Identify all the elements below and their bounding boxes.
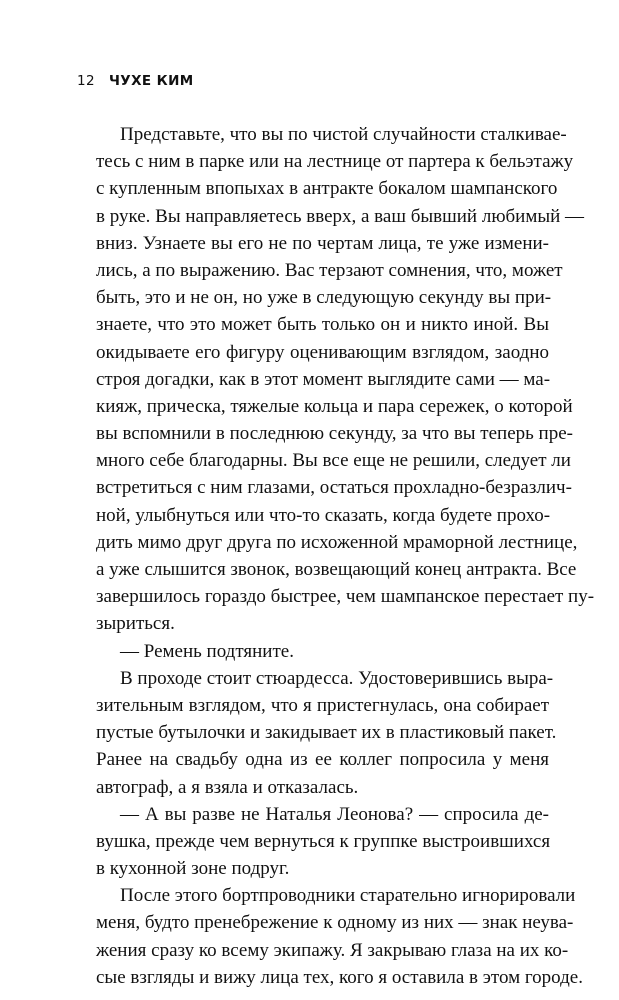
text-line: — А вы разве не Наталья Леонова? — спросила де- bbox=[120, 803, 549, 825]
paragraph bbox=[96, 801, 549, 883]
body-text bbox=[96, 121, 595, 991]
text-line: вниз. Узнаете вы его не по чертам лица, те уже измени- bbox=[96, 232, 549, 254]
text-line: с купленным впопыхах в антракте бокалом шампанского bbox=[96, 178, 558, 200]
author-name: ЧУХЕ КИМ bbox=[108, 73, 194, 89]
text-line: вушка, прежде чем вернуться к группке выстроившихся bbox=[96, 830, 551, 852]
text-line: Представьте, что вы по чистой случайности сталкивае- bbox=[120, 124, 567, 145]
text-line: ной, улыбнуться или что-то сказать, когда будете прохо- bbox=[96, 504, 551, 526]
text-line: вы вспомнили в последнюю секунду, за что вы теперь пре- bbox=[96, 423, 573, 445]
text-line: в кухонной зоне подруг. bbox=[96, 858, 290, 880]
text-line: а уже слышится звонок, возвещающий конец антракта. Все bbox=[96, 559, 577, 580]
paragraph bbox=[96, 638, 549, 665]
running-head bbox=[77, 72, 194, 90]
text-line: встретиться с ним глазами, остаться прохладно-безразлич- bbox=[96, 477, 572, 499]
page-number: 12 bbox=[77, 73, 95, 89]
text-line: завершилось гораздо быстрее, чем шампанское перестает пу- bbox=[96, 586, 595, 608]
text-line: строя догадки, как в этот момент выглядите сами — ма- bbox=[96, 368, 551, 390]
text-line: кияж, прическа, тяжелые кольца и пара сережек, о которой bbox=[96, 395, 573, 417]
text-line: лись, а по выражению. Вас терзают сомнения, что, может bbox=[96, 259, 563, 281]
text-line: меня, будто пренебрежение к одному из них — знак неува- bbox=[96, 912, 574, 934]
paragraph bbox=[96, 665, 557, 801]
text-line: автограф, а я взяла и отказалась. bbox=[96, 776, 359, 798]
text-line: В проходе стоит стюардесса. Удостоверившись выра- bbox=[120, 667, 554, 689]
text-line: жения сразу ко всему экипажу. Я закрываю глаза на их ко- bbox=[96, 939, 569, 961]
text-line: знаете, что это может быть только он и никто иной. Вы bbox=[96, 314, 549, 336]
text-line: зыриться. bbox=[96, 613, 175, 635]
text-line: зительным взглядом, что я пристегнулась, она собирает bbox=[96, 694, 549, 716]
text-line: много себе благодарны. Вы все еще не решили, следует ли bbox=[96, 450, 571, 472]
text-line: дить мимо друг друга по исхоженной мраморной лестнице, bbox=[96, 531, 578, 553]
text-line: После этого бортпроводники старательно игнорировали bbox=[120, 885, 576, 907]
paragraph bbox=[96, 882, 583, 991]
text-line: — Ремень подтяните. bbox=[120, 640, 294, 662]
text-line: тесь с ним в парке или на лестнице от партера к бельэтажу bbox=[96, 151, 574, 173]
text-line: пустые бутылочки и закидывает их в пластиковый пакет. bbox=[96, 722, 557, 744]
text-line: сые взгляды и вижу лица тех, кого я оставила в этом городе. bbox=[96, 966, 583, 988]
text-line: в руке. Вы направляетесь вверх, а ваш бывший любимый — bbox=[96, 205, 585, 227]
paragraph bbox=[96, 121, 595, 638]
text-line: окидываете его фигуру оценивающим взглядом, заодно bbox=[96, 341, 549, 363]
text-line: Ранее на свадьбу одна из ее коллег попросила у меня bbox=[96, 749, 549, 771]
text-line: быть, это и не он, но уже в следующую секунду вы при- bbox=[96, 287, 552, 309]
